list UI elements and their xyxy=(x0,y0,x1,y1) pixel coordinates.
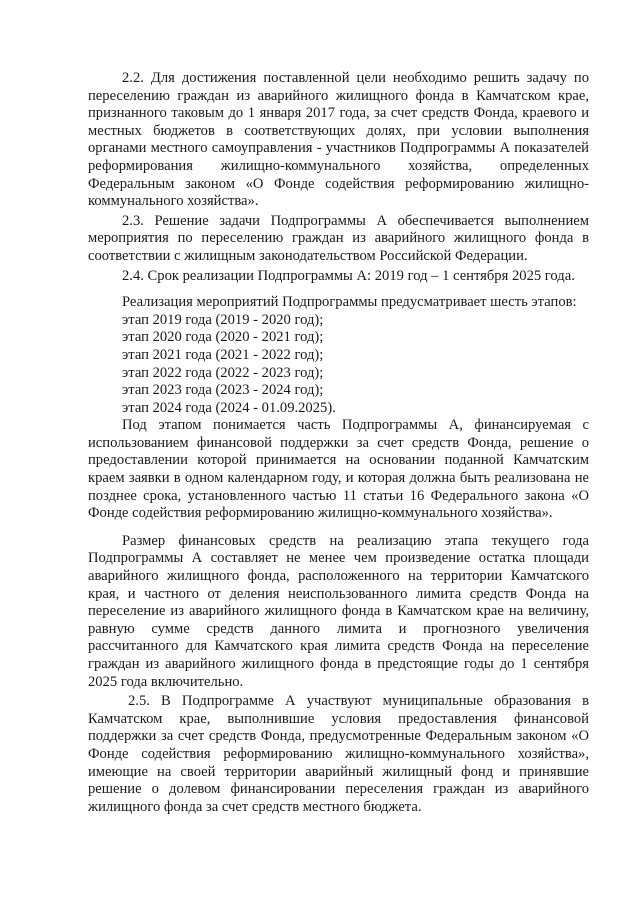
paragraph-2-3: 2.3. Решение задачи Подпрограммы А обеспечивается выполнением мероприятия по переселению граждан из аварийного жилищного фонда в соответствии с жилищным законодательством Российской Федерации. xyxy=(88,212,589,264)
paragraph-stage-definition: Под этапом понимается часть Подпрограммы А, финансируемая с использованием финансовой поддержки за счет средств Фонда, решение о предоставлении которой принимается на основании поданной Камчатским краем заявки в одном календарном году, и которая должна быть реализована не позднее срока, установленного частью 11 статьи 16 Федерального закона «О Фонде содействия реформированию жилищно-коммунального хозяйства». xyxy=(88,417,589,522)
paragraph-2-4: 2.4. Срок реализации Подпрограммы А: 2019 год – 1 сентября 2025 года. xyxy=(122,267,575,284)
stage-item: этап 2023 года (2023 - 2024 год); xyxy=(122,382,324,399)
paragraph-2-2: 2.2. Для достижения поставленной цели необходимо решить задачу по переселению граждан из аварийного жилищного фонда в Камчатском крае, признанного таковым до 1 января 2017 года, за счет средств Фонда, краевого и местных бюджетов в соответствующих долях, при условии выполнения органами местного самоуправления - участников Подпрограммы А показателей реформирования жилищно-коммунального хозяйства, определенных Федеральным законом «О Фонде содействия реформированию жилищно-коммунального хозяйства». xyxy=(88,70,589,210)
document-page xyxy=(88,70,589,816)
paragraph-2-5: 2.5. В Подпрограмме А участвуют муниципальные образования в Камчатском крае, выполнившие условия предоставления финансовой поддержки за счет средств Фонда, предусмотренные Федеральным законом «О Фонде содействия реформированию жилищно-коммунального хозяйства», имеющие на своей территории аварийный жилищный фонд и принявшие решение о долевом финансировании переселения граждан из аварийного жилищного фонда за счет средств местного бюджета. xyxy=(88,693,589,815)
stage-item: этап 2021 года (2021 - 2022 год); xyxy=(122,346,324,363)
paragraph-funding: Размер финансовых средств на реализацию этапа текущего года Подпрограммы А составляет не менее чем произведение остатка площади аварийного жилищного фонда, расположенного на территории Камчатского края, и частного от деления неиспользованного лимита средств Фонда на переселение из аварийного жилищного фонда в Камчатском крае на величину, равную сумме средств данного лимита и прогнозного увеличения рассчитанного для Камчатского края лимита средств Фонда на переселение граждан из аварийного жилищного фонда в предстоящие годы до 1 сентября 2025 года включительно. xyxy=(88,532,589,690)
stage-item: этап 2024 года (2024 - 01.09.2025). xyxy=(122,399,336,416)
stage-list xyxy=(88,312,589,418)
stage-item: этап 2022 года (2022 - 2023 год); xyxy=(122,364,324,381)
stage-item: этап 2020 года (2020 - 2021 год); xyxy=(122,329,324,346)
paragraph-stages-intro: Реализация мероприятий Подпрограммы предусматривает шесть этапов: xyxy=(122,294,577,311)
stage-item: этап 2019 года (2019 - 2020 год); xyxy=(122,311,324,328)
